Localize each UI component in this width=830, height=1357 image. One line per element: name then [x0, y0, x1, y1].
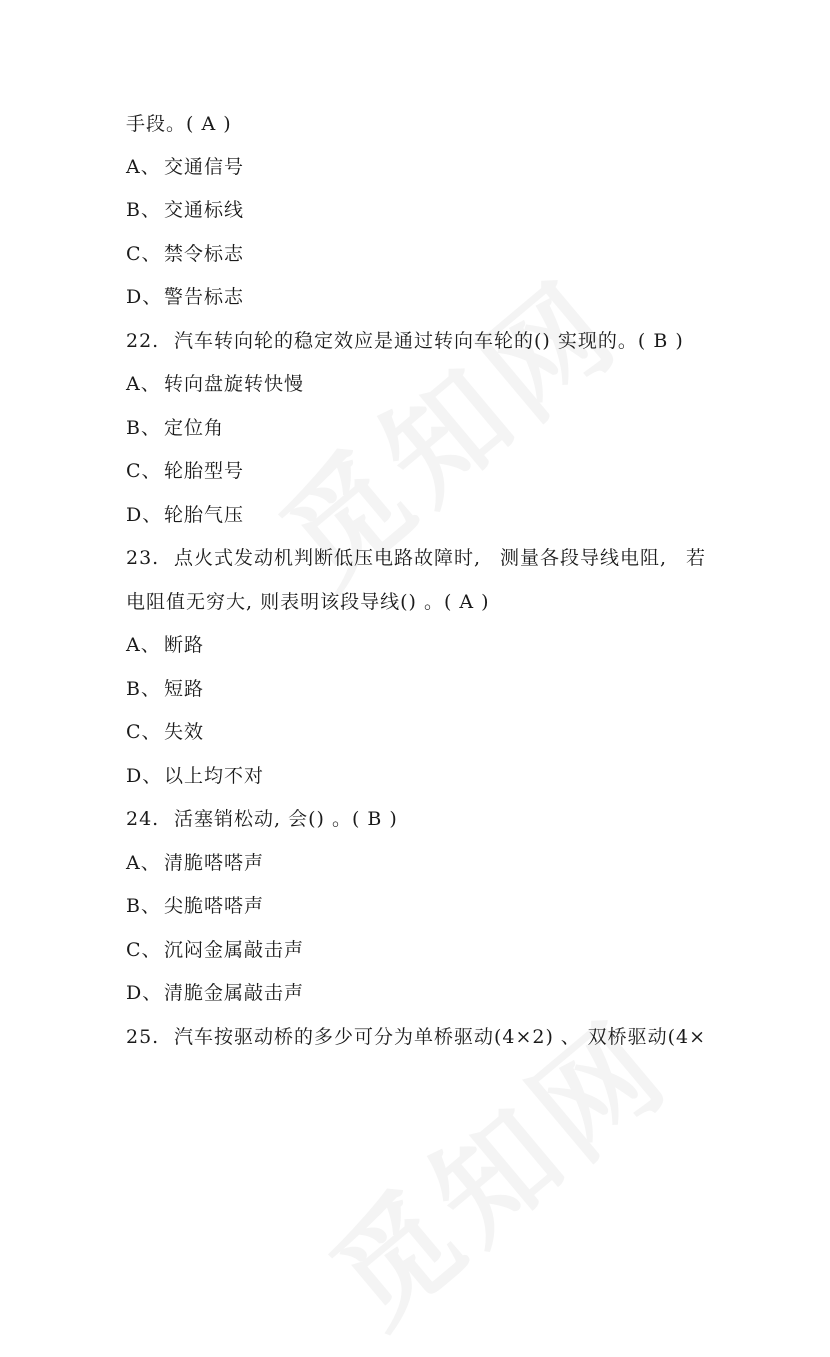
option-d: D、轮胎气压 [126, 504, 245, 526]
option-b: B、 定位角 [126, 417, 225, 439]
option-b: B、 交通标线 [126, 199, 245, 221]
question-22: 22. 汽车转向轮的稳定效应是通过转向车轮的() 实现的。( B ) [126, 330, 684, 352]
option-d: D、警告标志 [126, 286, 245, 308]
question-23-continuation: 电阻值无穷大, 则表明该段导线() 。( A ) [126, 591, 490, 613]
option-a: A、 转向盘旋转快慢 [126, 373, 305, 395]
question-24: 24. 活塞销松动, 会() 。( B ) [126, 808, 398, 830]
text-line: 手段。( A ) [126, 113, 232, 135]
question-25: 25. 汽车按驱动桥的多少可分为单桥驱动(4×2) 、 双桥驱动(4× [126, 1026, 706, 1048]
option-d: D、清脆金属敲击声 [126, 982, 305, 1004]
option-c: C、 沉闷金属敲击声 [126, 939, 305, 961]
option-c: C、 禁令标志 [126, 243, 245, 265]
option-c: C、 轮胎型号 [126, 460, 245, 482]
option-a: A、 清脆嗒嗒声 [126, 852, 265, 874]
option-c: C、 失效 [126, 721, 205, 743]
option-d: D、以上均不对 [126, 765, 265, 787]
option-a: A、 交通信号 [126, 156, 245, 178]
option-b: B、 尖脆嗒嗒声 [126, 895, 265, 917]
question-23: 23. 点火式发动机判断低压电路故障时, 测量各段导线电阻, 若 [126, 547, 706, 569]
option-b: B、 短路 [126, 678, 205, 700]
option-a: A、 断路 [126, 634, 205, 656]
